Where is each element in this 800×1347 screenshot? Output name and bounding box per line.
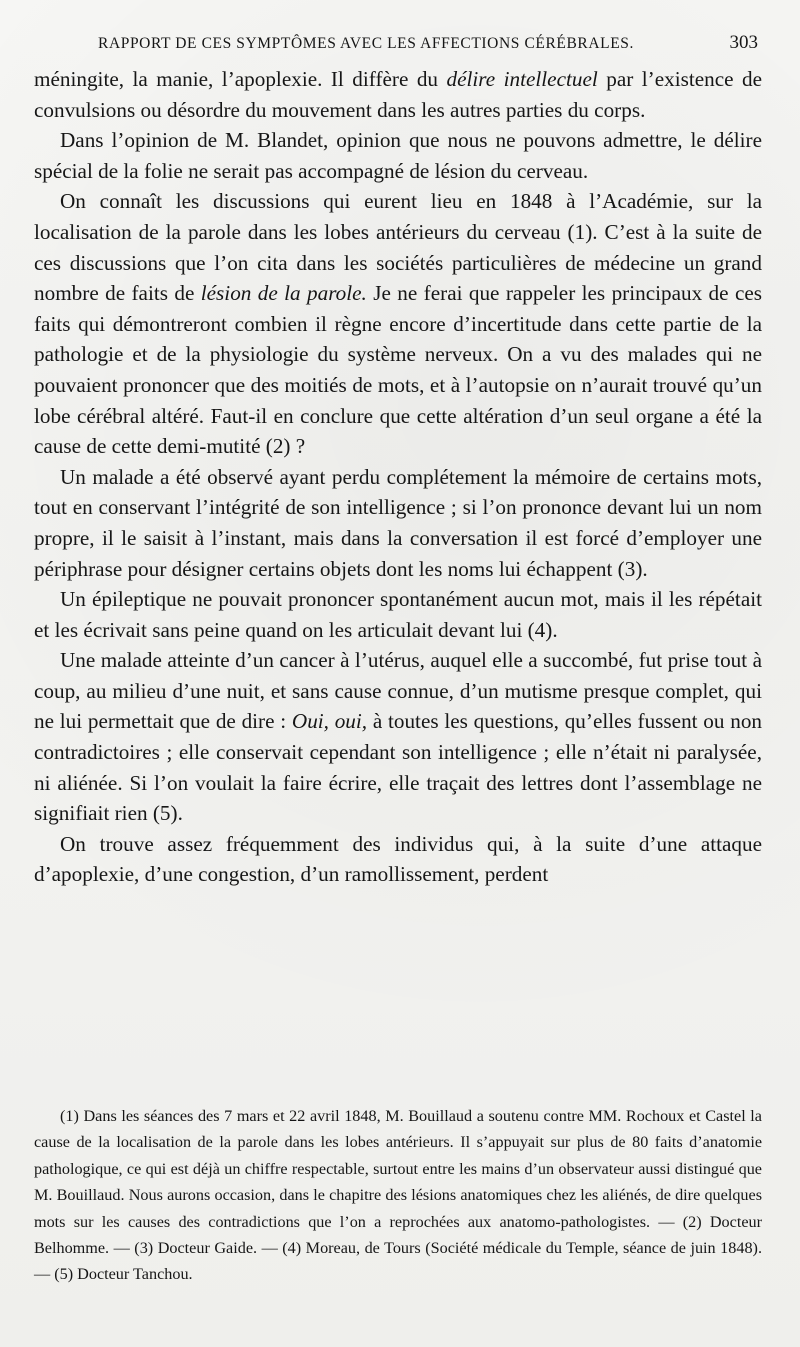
running-head-title: RAPPORT DE CES SYMPTÔMES AVEC LES AFFECTIONS CÉRÉBRALES.	[98, 35, 634, 52]
paragraph-text: On connaît les discussions qui eurent lieu en 1848 à l’Académie, sur la localisation de la parole dans les lobes antérieurs du cerveau (1). C’est à la suite de ces discussions que l’on cita dans les sociétés particulières de médecine un grand nombre de faits de	[34, 189, 762, 306]
paragraph	[34, 186, 762, 461]
paragraph: Un épileptique ne pouvait prononcer spontanément aucun mot, mais il les répétait et les écrivait sans peine quand on les articulait devant lui (4).	[34, 587, 762, 642]
paragraph	[34, 645, 762, 829]
page-number: 303	[729, 32, 758, 53]
paragraph-text: à toutes les questions, qu’elles fussent ou non contradictoires ; elle conservait cependant son intelligence ; elle n’était ni paralysée, ni aliénée. Si l’on voulait la faire écrire, elle traçait des lettres dont l’assemblage ne signifiait rien (5).	[34, 709, 763, 826]
paragraph-text: par l’existence de convulsions ou désordre du mouvement dans les autres parties du corps.	[34, 67, 762, 122]
paragraph-continued	[34, 64, 762, 125]
paragraph-text: Une malade atteinte d’un cancer à l’utérus, auquel elle a succombé, fut prise tout à coup, au milieu d’une nuit, et sans cause connue, d’un mutisme presque complet, qui ne lui permettait que de dire :	[34, 648, 762, 734]
italic-term: lésion de la parole.	[200, 281, 367, 306]
italic-term: délire intellectuel	[446, 67, 598, 91]
paragraph-text: Je ne ferai que rappeler les principaux de ces faits qui démontreront combien il règne encore d’incertitude dans cette partie de la pathologie et de la physiologie du système nerveux. On a vu des malades qui ne pouvaient prononcer que des moitiés de mots, et à l’autopsie on n’aurait trouvé qu’un lobe cérébral altéré. Faut-il en conclure que cette altération d’un seul organe a été la cause de cette demi-mutité (2) ?	[34, 281, 763, 459]
footnotes	[34, 1103, 762, 1288]
paragraph: Un malade a été observé ayant perdu complétement la mémoire de certains mots, tout en conservant l’intégrité de son intelligence ; si l’on prononce devant lui un nom propre, il le saisit à l’instant, mais dans la conversation il est forcé d’employer une périphrase pour désigner certains objets dont les noms lui échappent (3).	[34, 464, 762, 581]
paragraph: Dans l’opinion de M. Blandet, opinion que nous ne pouvons admettre, le délire spécial de la folie ne serait pas accompagné de lésion du cerveau.	[34, 128, 762, 183]
paragraph: On trouve assez fréquemment des individus qui, à la suite d’une attaque d’apoplexie, d’une congestion, d’un ramollissement, perdent	[34, 831, 762, 887]
italic-term: Oui, oui,	[291, 709, 368, 734]
running-head	[98, 32, 758, 56]
body-text	[34, 64, 762, 890]
footnote-text: (1) Dans les séances des 7 mars et 22 avril 1848, M. Bouillaud a soutenu contre MM. Rochoux et Castel la cause de la localisation de la parole dans les lobes antérieurs. Il s’appuyait sur plus de 80 faits d’anatomie pathologique, ce qui est déjà un chiffre respectable, surtout entre les mains d’un observateur aussi distingué que M. Bouillaud. Nous aurons occasion, dans le chapitre des lésions anatomiques chez les aliénés, de dire quelques mots sur les causes des contradictions que l’on a reprochées aux anatomo-pathologistes. — (2) Docteur Belhomme. — (3) Docteur Gaide. — (4) Moreau, de Tours (Société médicale du Temple, séance de juin 1848). — (5) Docteur Tanchou.	[34, 1107, 762, 1284]
paragraph-text: méningite, la manie, l’apoplexie. Il diffère du	[34, 67, 447, 91]
